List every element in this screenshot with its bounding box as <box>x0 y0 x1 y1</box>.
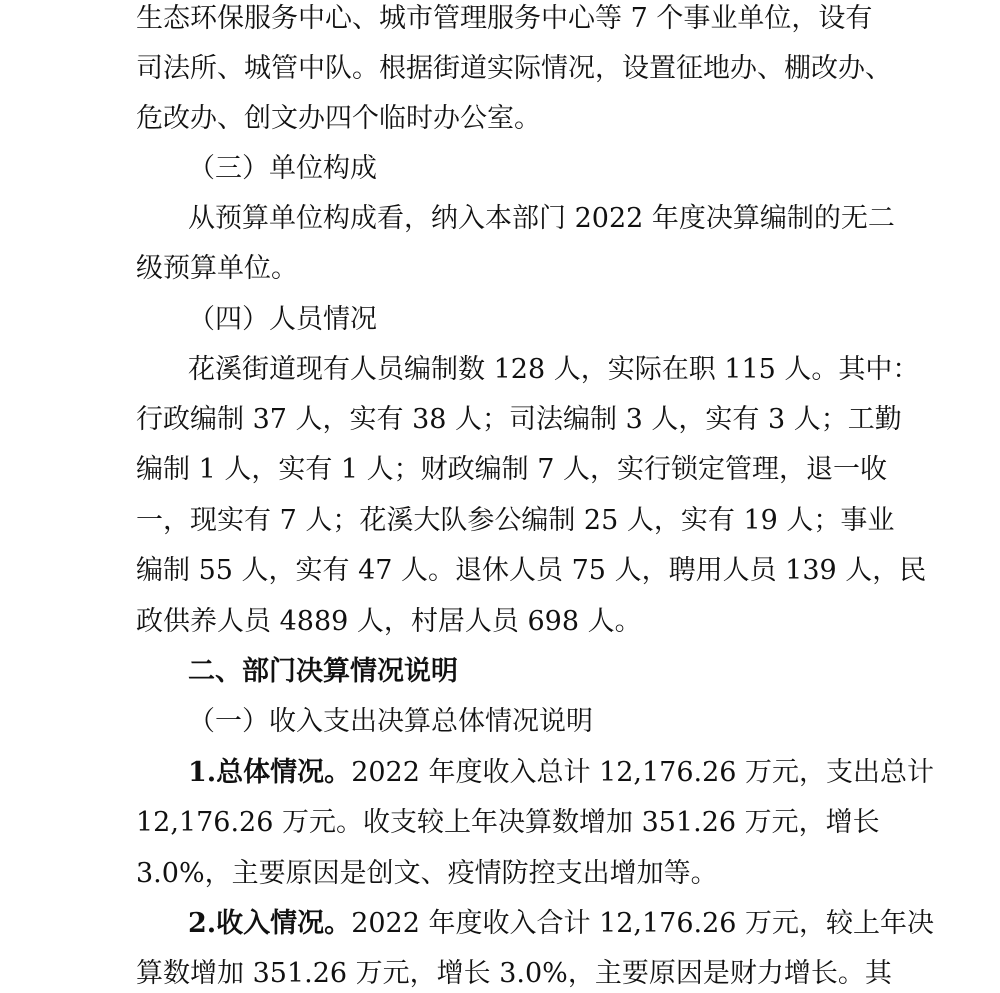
text-line: 生态环保服务中心、城市管理服务中心等 7 个事业单位，设有 <box>136 3 873 34</box>
section-heading-final-accounts: 二、部门决算情况说明 <box>188 656 458 687</box>
text-line: 司法所、城管中队。根据街道实际情况，设置征地办、棚改办、 <box>136 53 892 84</box>
text-line: 一，现实有 7 人；花溪大队参公编制 25 人，实有 19 人；事业 <box>136 505 895 536</box>
paragraph-income-line-1 <box>188 907 934 941</box>
text-line: 级预算单位。 <box>136 253 298 284</box>
text-line: 行政编制 37 人，实有 38 人；司法编制 3 人，实有 3 人；工勤 <box>136 404 902 435</box>
paragraph-overall-line-1 <box>188 756 934 790</box>
text-line: 危改办、创文办四个临时办公室。 <box>136 103 541 134</box>
text-line: 12,176.26 万元。收支较上年决算数增加 351.26 万元，增长 <box>136 807 880 838</box>
text-line: 编制 1 人，实有 1 人；财政编制 7 人，实行锁定管理，退一收 <box>136 454 888 485</box>
paragraph-label-overall: 1.总体情况。 <box>188 757 352 788</box>
section-heading-unit-composition: （三）单位构成 <box>188 153 377 184</box>
text-line: 花溪街道现有人员编制数 128 人，实际在职 115 人。其中： <box>188 354 920 385</box>
subsection-heading-overview: （一）收入支出决算总体情况说明 <box>188 706 593 737</box>
text-line: 3.0%，主要原因是创文、疫情防控支出增加等。 <box>136 858 718 889</box>
text-line: 算数增加 351.26 万元，增长 3.0%，主要原因是财力增长。其 <box>136 958 892 989</box>
text-line: 编制 55 人，实有 47 人。退休人员 75 人，聘用人员 139 人，民 <box>136 555 927 586</box>
text-line: 政供养人员 4889 人，村居人员 698 人。 <box>136 606 642 637</box>
paragraph-text: 2022 年度收入合计 12,176.26 万元，较上年决 <box>351 908 935 939</box>
paragraph-text: 2022 年度收入总计 12,176.26 万元，支出总计 <box>351 757 935 788</box>
section-heading-staffing: （四）人员情况 <box>188 304 377 335</box>
text-line: 从预算单位构成看，纳入本部门 2022 年度决算编制的无二 <box>188 203 895 234</box>
paragraph-label-income: 2.收入情况。 <box>188 908 352 939</box>
